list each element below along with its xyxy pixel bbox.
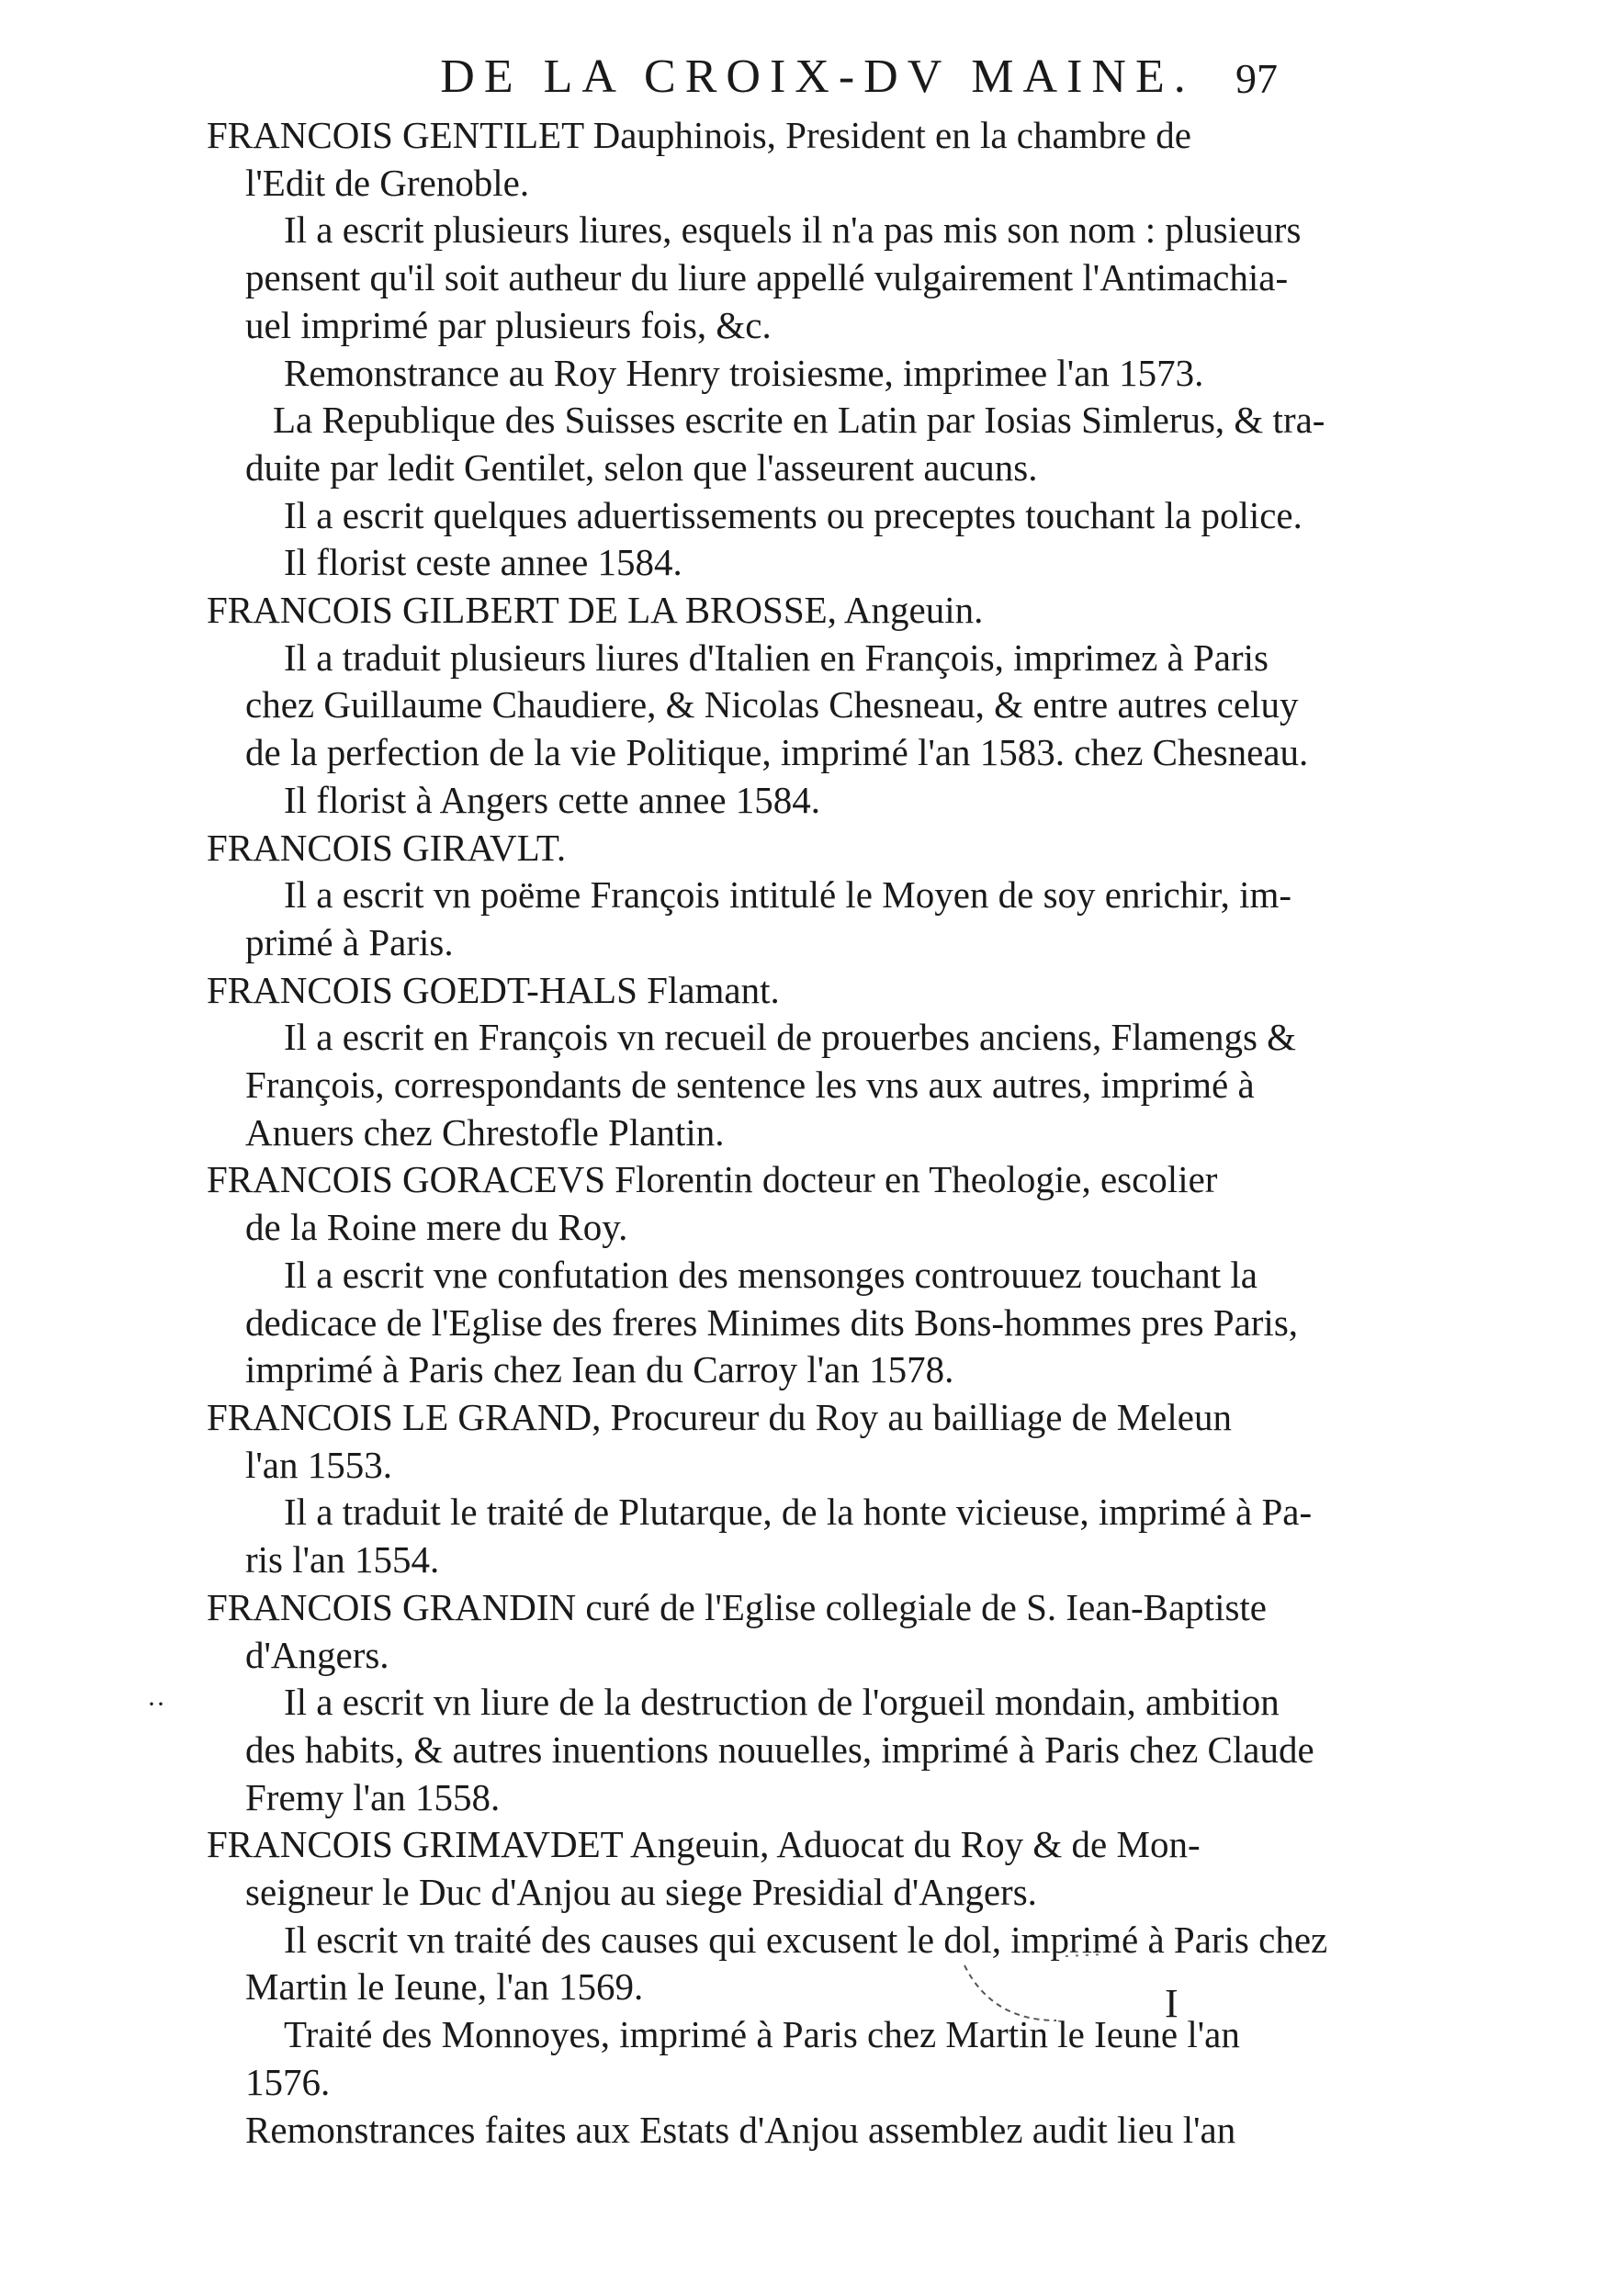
text-line: Il a traduit le traité de Plutarque, de la honte vicieuse, imprimé à Pa-: [284, 1491, 1313, 1534]
text-line: FRANCOIS GRIMAVDET Angeuin, Aduocat du Roy & de Mon-: [207, 1823, 1201, 1866]
text-line: pensent qu'il soit autheur du liure appellé vulgairement l'Antimachia-: [245, 256, 1289, 299]
text-line: Il florist à Angers cette annee 1584.: [284, 778, 821, 821]
text-line: FRANCOIS LE GRAND, Procureur du Roy au bailliage de Meleun: [207, 1395, 1232, 1438]
text-line: FRANCOIS GILBERT DE LA BROSSE, Angeuin.: [207, 589, 984, 632]
text-line: l'Edit de Grenoble.: [245, 161, 530, 204]
text-line: d'Angers.: [245, 1633, 389, 1676]
text-line: Il a escrit plusieurs liures, esquels il n'a pas mis son nom : plusieurs: [284, 208, 1302, 252]
text-line: Anuers chez Chrestofle Plantin.: [245, 1110, 725, 1154]
text-line: Remonstrance au Roy Henry troisiesme, imprimee l'an 1573.: [284, 351, 1204, 394]
text-line: ris l'an 1554.: [245, 1538, 440, 1581]
text-line: duite par ledit Gentilet, selon que l'asseurent aucuns.: [245, 445, 1038, 489]
text-line: uel imprimé par plusieurs fois, &c.: [245, 303, 772, 346]
library-stamp-trace: [955, 1929, 1167, 2030]
text-line: Fremy l'an 1558.: [245, 1775, 501, 1818]
text-line: dedicace de l'Eglise des freres Minimes dits Bons-hommes pres Paris,: [245, 1300, 1299, 1344]
text-line: La Republique des Suisses escrite en Latin par Iosias Simlerus, & tra-: [273, 399, 1325, 442]
text-line: FRANCOIS GRANDIN curé de l'Eglise collegiale de S. Iean-Baptiste: [207, 1585, 1268, 1628]
text-line: seigneur le Duc d'Anjou au siege Presidial d'Angers.: [245, 1871, 1037, 1914]
page-number: 97: [1235, 55, 1278, 102]
text-line: chez Guillaume Chaudiere, & Nicolas Chesneau, & entre autres celuy: [245, 683, 1299, 726]
text-line: primé à Paris.: [245, 920, 454, 963]
signature-mark: I: [1165, 1981, 1179, 2026]
marginal-mark: ··: [147, 1689, 165, 1719]
text-line: François, correspondants de sentence les vns aux autres, imprimé à: [245, 1064, 1255, 1107]
text-line: Il a traduit plusieurs liures d'Italien en François, imprimez à Paris: [284, 636, 1269, 679]
text-line: imprimé à Paris chez Iean du Carroy l'an 1578.: [245, 1348, 954, 1391]
text-line: de la perfection de la vie Politique, imprimé l'an 1583. chez Chesneau.: [245, 731, 1309, 774]
text-line: Il florist ceste annee 1584.: [284, 541, 682, 584]
text-line: l'an 1553.: [245, 1443, 392, 1486]
text-line: FRANCOIS GENTILET Dauphinois, President en la chambre de: [207, 114, 1191, 156]
text-line: FRANCOIS GIRAVLT.: [207, 826, 567, 869]
text-line: FRANCOIS GOEDT-HALS Flamant.: [207, 968, 780, 1011]
text-line: des habits, & autres inuentions nouuelles, imprimé à Paris chez Claude: [245, 1728, 1314, 1771]
text-line: Martin le Ieune, l'an 1569.: [245, 1965, 644, 2009]
text-line: Il a escrit quelques aduertissements ou preceptes touchant la police.: [284, 493, 1303, 536]
text-line: Remonstrances faites aux Estats d'Anjou assemblez audit lieu l'an: [245, 2108, 1236, 2151]
text-line: Il a escrit en François vn recueil de prouerbes anciens, Flamengs &: [284, 1016, 1297, 1059]
text-line: Il escrit vn traité des causes qui excusent le dol, imprimé à Paris chez: [284, 1918, 1328, 1961]
text-line: Il a escrit vn liure de la destruction de l'orgueil mondain, ambition: [284, 1681, 1280, 1724]
text-line: Il a escrit vne confutation des mensonges controuuez touchant la: [284, 1253, 1257, 1296]
text-line: Traité des Monnoyes, imprimé à Paris chez Martin le Ieune l'an: [284, 2013, 1240, 2056]
text-line: de la Roine mere du Roy.: [245, 1206, 628, 1249]
text-line: FRANCOIS GORACEVS Florentin docteur en Theologie, escolier: [207, 1158, 1218, 1201]
text-line: 1576.: [245, 2060, 331, 2103]
running-title: DE LA CROIX-DV MAINE.: [440, 51, 1195, 103]
text-line: Il a escrit vn poëme François intitulé le Moyen de soy enrichir, im-: [284, 873, 1292, 917]
body-text: [207, 112, 1328, 2154]
